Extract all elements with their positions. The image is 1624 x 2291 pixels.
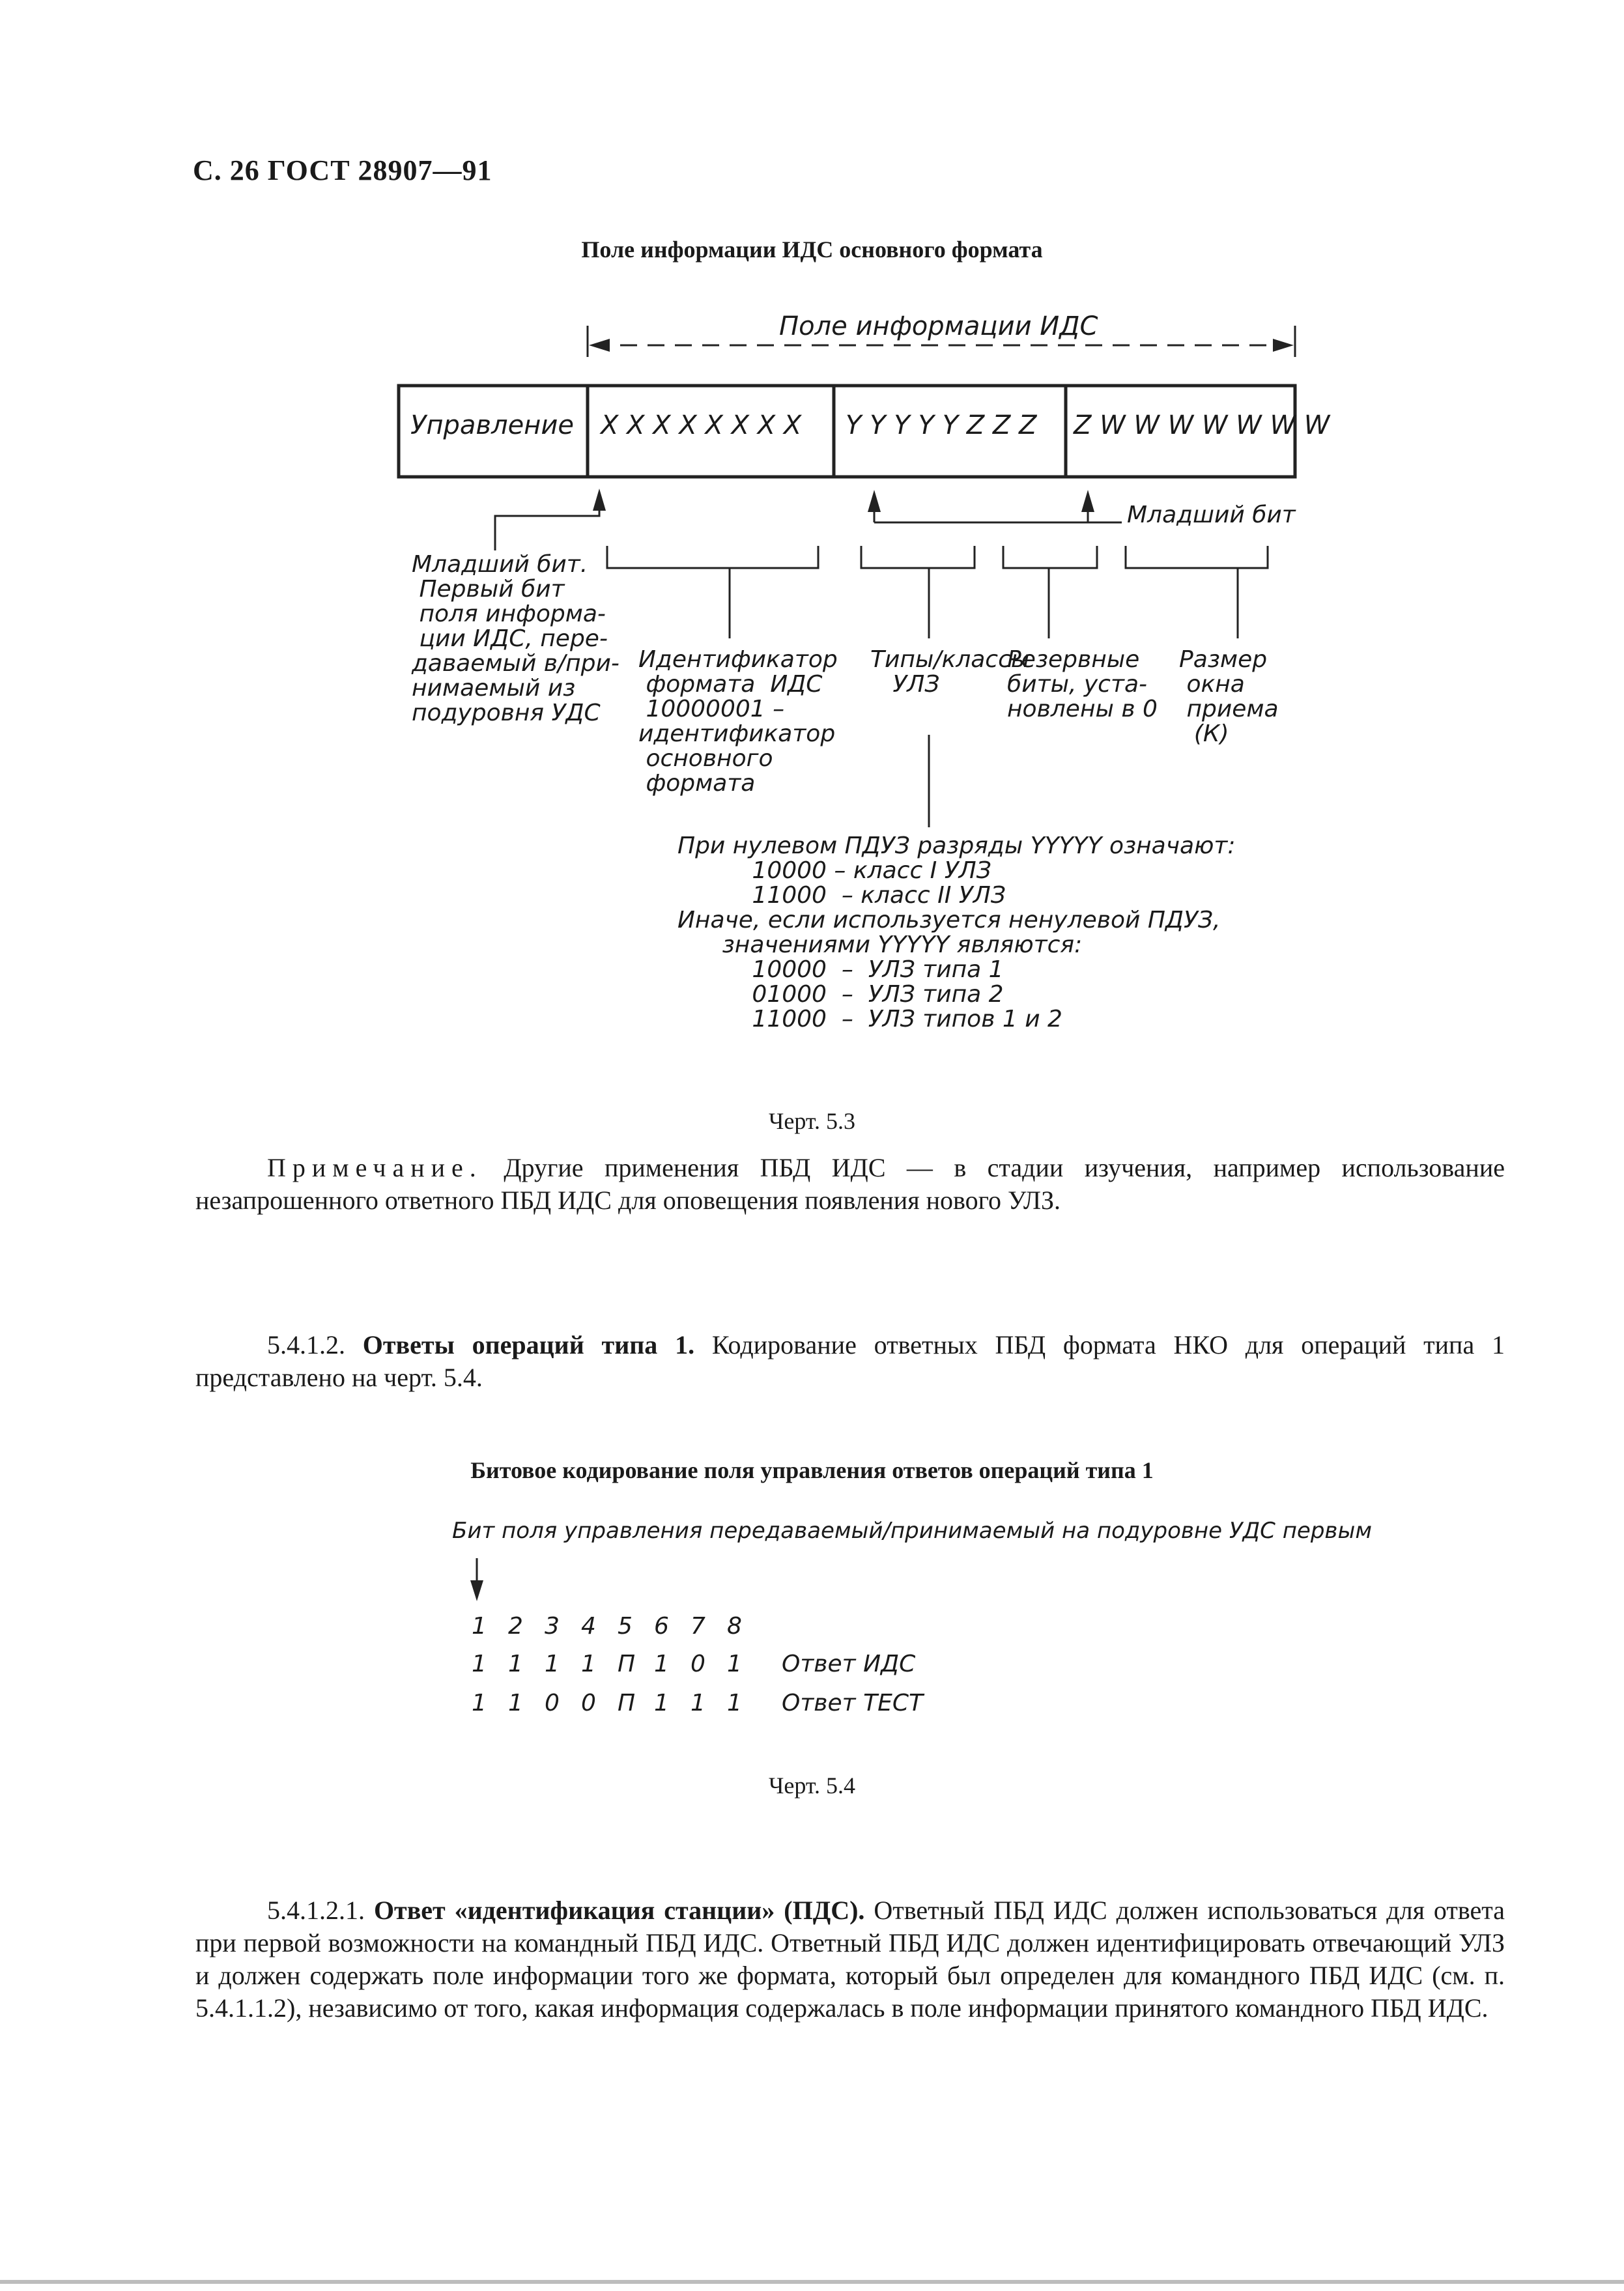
- yyyyy-notes: При нулевом ПДУЗ разряды YYYYY означают: 10000 – класс I УЛЗ 11000 – класс II УЛЗ Иначе, если используется ненулевой ПДУЗ, значениями YYYYY являются: 10000 – УЛЗ типа 1 01000 – УЛЗ типа 2 11000 – УЛЗ типов 1 и 2: [677, 832, 1236, 1032]
- lsb-right-label: Младший бит: [1127, 502, 1296, 528]
- bit-value: 1: [508, 1690, 523, 1716]
- bit-value: 1: [727, 1690, 742, 1716]
- format-id-label: Идентификатор формата ИДС 10000001 – идентификатор основного формата: [638, 646, 838, 797]
- page-bottom-edge: [0, 2280, 1624, 2284]
- bit-number: 3: [545, 1613, 560, 1640]
- section-heading: Ответ «идентификация станции» (ПДС).: [373, 1896, 865, 1925]
- bit-value: П: [618, 1651, 636, 1677]
- cell-z-w-bits: Z W W W W W W W: [1074, 410, 1330, 440]
- bit-number: 2: [508, 1613, 523, 1640]
- types-classes-label: Типы/классы УЛЗ: [870, 646, 1030, 698]
- bit-value: 1: [727, 1651, 742, 1677]
- section-5-4-1-2-1: [195, 1894, 1505, 2025]
- bit-value: 1: [472, 1651, 487, 1677]
- row-label-test-response: Ответ ТЕСТ: [782, 1690, 923, 1716]
- bit-number: 8: [727, 1613, 742, 1640]
- cell-control: Управление: [410, 410, 574, 440]
- cell-x-bits: X X X X X X X X: [601, 410, 802, 440]
- section-number: 5.4.1.2.1.: [267, 1896, 365, 1925]
- bit-number: 4: [581, 1613, 596, 1640]
- bit-value: 1: [691, 1690, 705, 1716]
- figure-5-3-title: Поле информации ИДС основного формата: [581, 236, 1043, 263]
- reserved-bits-label: Резервные биты, уста- новлены в 0: [1007, 646, 1158, 722]
- info-field-span-label: Поле информации ИДС: [779, 311, 1098, 341]
- bit-value: 1: [654, 1651, 669, 1677]
- bit-value: 1: [654, 1690, 669, 1716]
- bit-value: 1: [508, 1651, 523, 1677]
- bit-value: 1: [581, 1651, 596, 1677]
- bit-value: П: [618, 1690, 636, 1716]
- row-label-ids-response: Ответ ИДС: [782, 1651, 916, 1677]
- bit-number: 5: [618, 1613, 633, 1640]
- first-bit-label: Бит поля управления передаваемый/принимаемый на подуровне УДС первым: [452, 1518, 1372, 1544]
- section-text: Ответный ПБД ИДС должен использоваться для ответа при первой возможности на командный ПБД ИДС. Ответный ПБД ИДС должен идентифицировать отвечающий УЛЗ и должен содержать поле информации того же формата, который был определен для командного ПБД ИДС (см. п. 5.4.1.1.2), независимо от того, какая информация содержалась в поле информации принятого командного ПБД ИДС.: [195, 1896, 1505, 2023]
- section-text: Кодирование ответных ПБД формата НКО для операций типа 1 представлено на черт. 5.4.: [195, 1330, 1505, 1392]
- bit-number: 6: [654, 1613, 669, 1640]
- note-label: Примечание.: [267, 1153, 483, 1182]
- figure-5-4-title: Битовое кодирование поля управления ответов операций типа 1: [470, 1457, 1154, 1483]
- figure-5-4-caption: Черт. 5.4: [769, 1772, 855, 1799]
- section-heading: Ответы операций типа 1.: [362, 1330, 695, 1359]
- bit-value: 0: [545, 1690, 560, 1716]
- bit-value: 1: [545, 1651, 560, 1677]
- cell-y-z-bits: Y Y Y Y Y Z Z Z: [846, 410, 1037, 440]
- page-header: С. 26 ГОСТ 28907—91: [193, 154, 492, 186]
- bit-value: 0: [581, 1690, 596, 1716]
- lsb-left-label: Младший бит. Первый бит поля информа- ции ИДС, пере- даваемый в/при- нимаемый из подуровня УДС: [412, 551, 620, 726]
- bit-number: 7: [691, 1613, 705, 1640]
- bit-number: 1: [472, 1613, 487, 1640]
- bit-value: 0: [691, 1651, 705, 1677]
- note-text: Другие применения ПБД ИДС — в стадии изучения, например использование незапрошенного ответного ПБД ИДС для оповещения появления нового УЛЗ.: [195, 1153, 1505, 1215]
- section-number: 5.4.1.2.: [267, 1330, 345, 1359]
- window-size-label: Размер окна приема (К): [1179, 646, 1279, 747]
- figure-5-3-caption: Черт. 5.3: [769, 1108, 855, 1134]
- bit-value: 1: [472, 1690, 487, 1716]
